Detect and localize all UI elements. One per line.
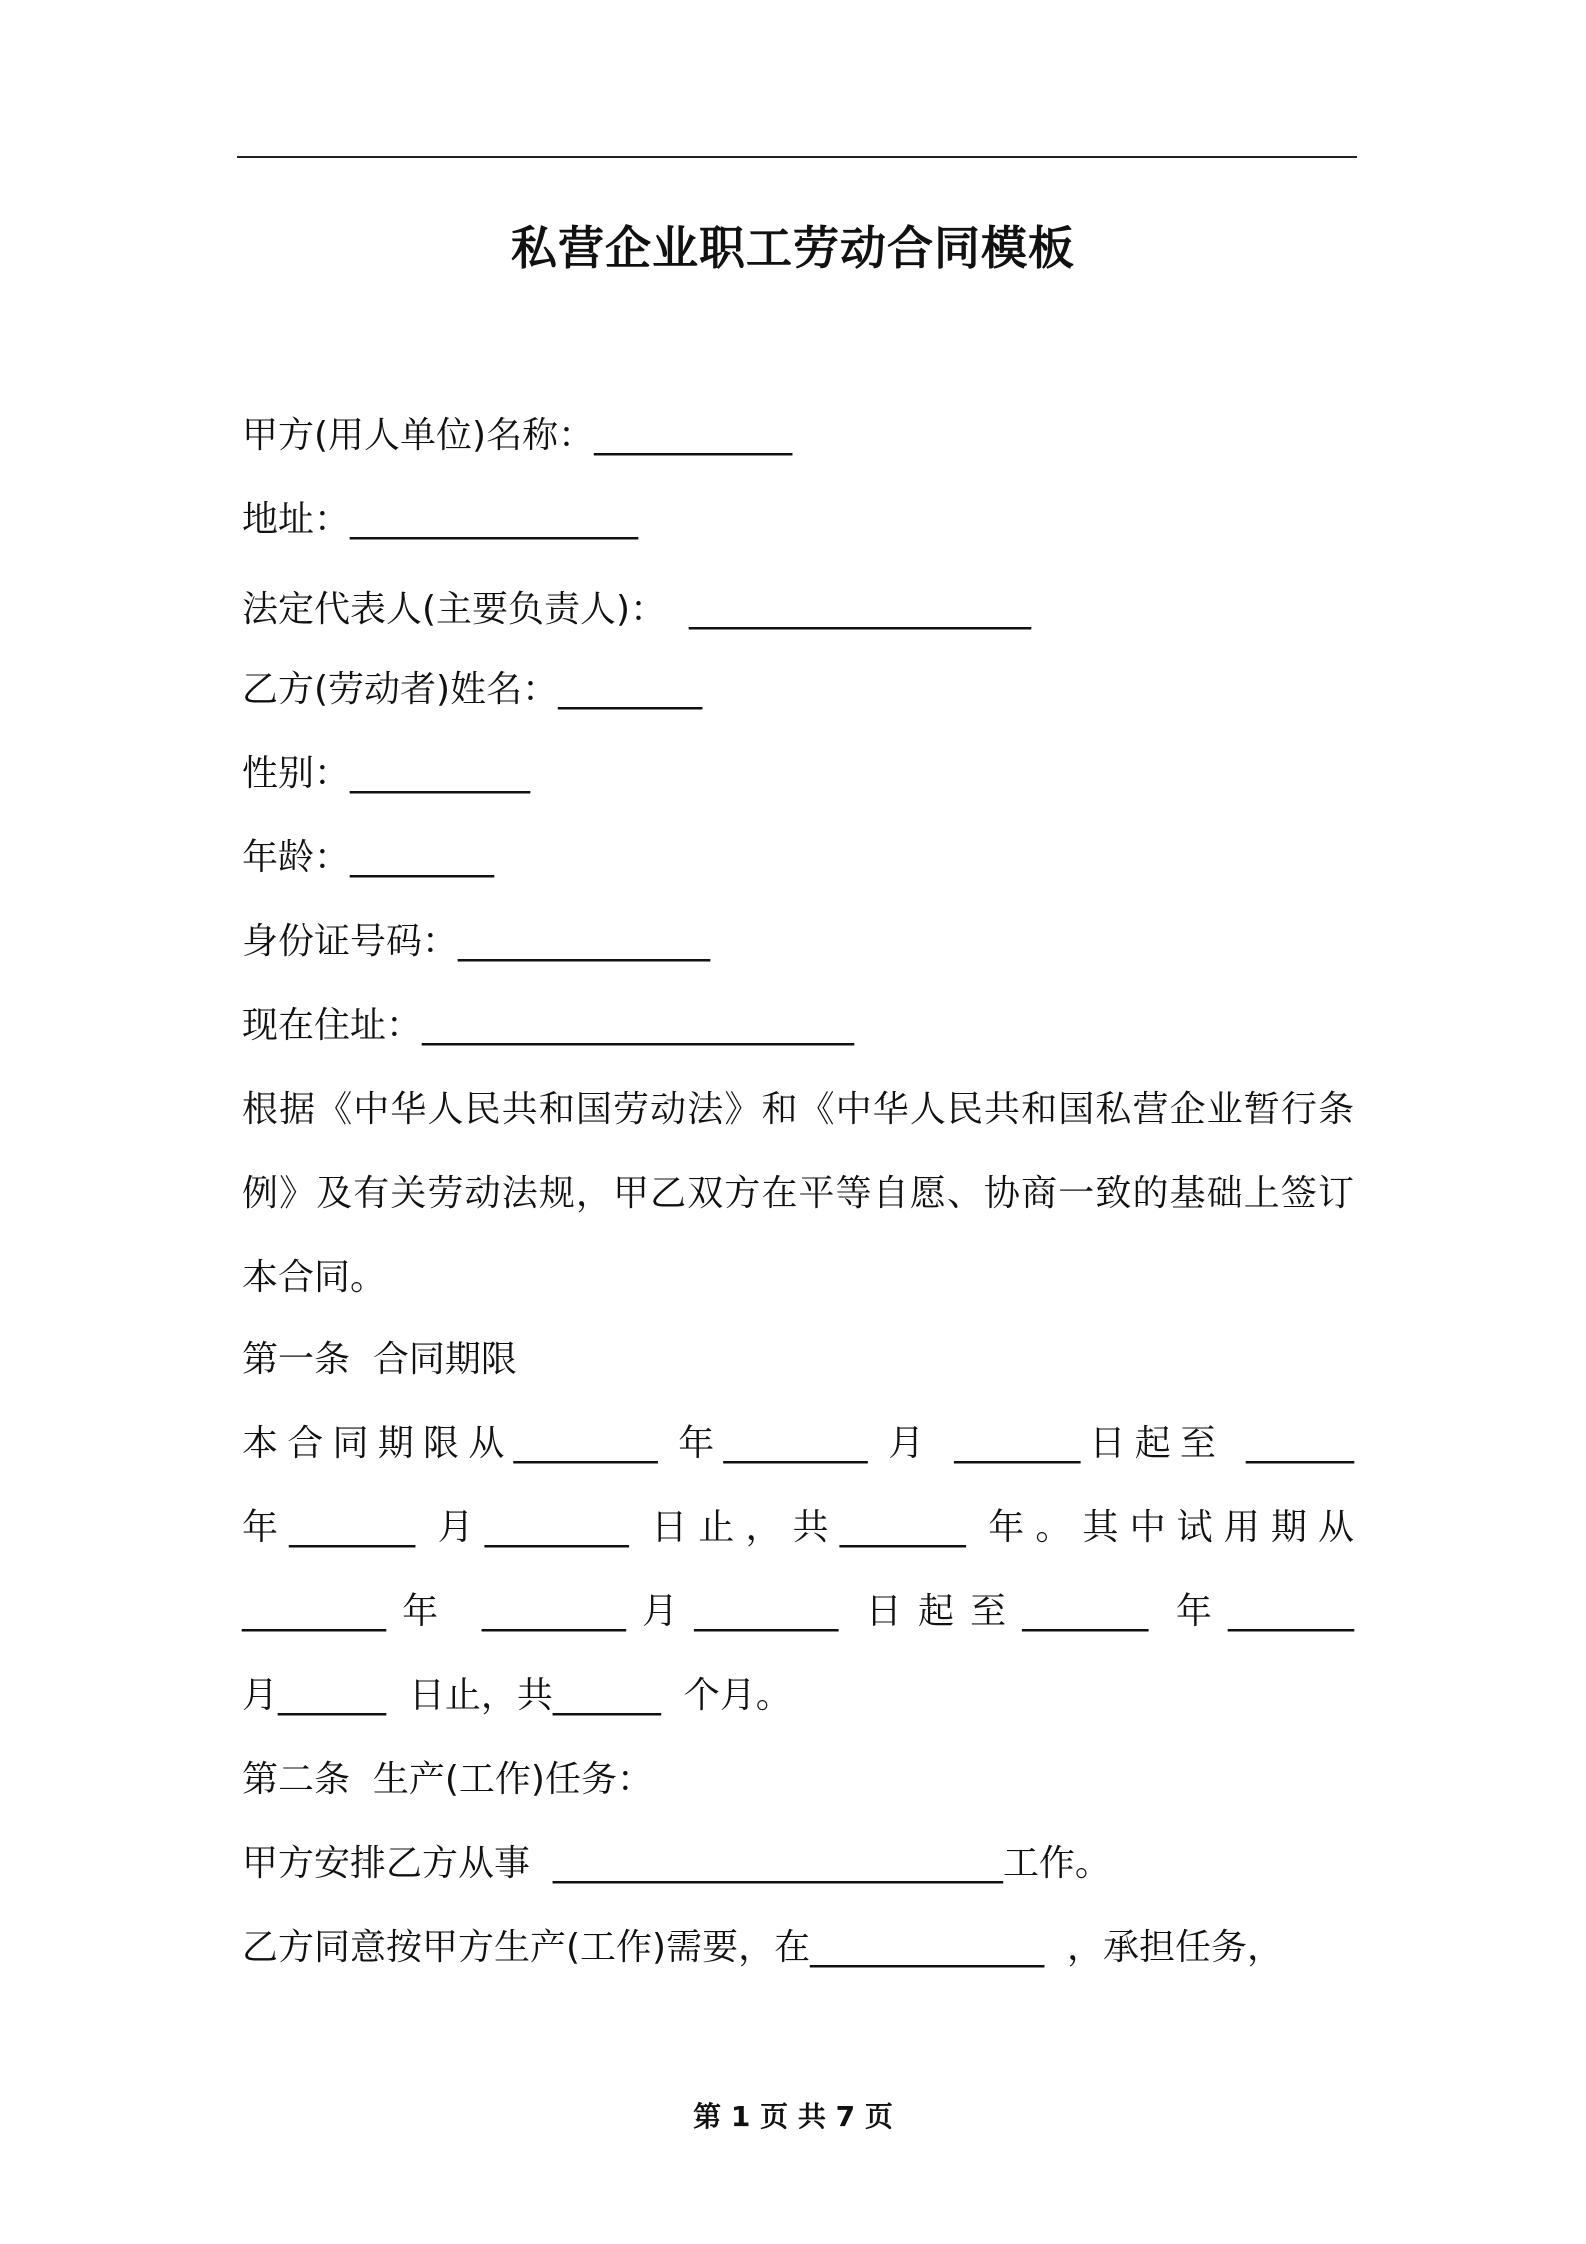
paragraph-line: ________年 ________月________ 日起至_______ 年_______ — [242, 1591, 1354, 1632]
header-rule — [237, 156, 1357, 158]
article-heading-2: 第二条 生产(工作)任务： — [242, 1759, 653, 1800]
paragraph-line: 本合同期限从________ 年________ 月 _______日起至 ______ — [242, 1423, 1354, 1464]
paragraph-line: 甲方安排乙方从事 _________________________工作。 — [242, 1843, 1111, 1884]
paragraph-line: 例》及有关劳动法规，甲乙双方在平等自愿、协商一致的基础上签订 — [242, 1173, 1354, 1214]
field-age: 年龄：________ — [242, 837, 495, 878]
paragraph-line: 本合同。 — [242, 1257, 387, 1298]
field-employer-name: 甲方(用人单位)名称：___________ — [242, 415, 793, 456]
field-legal-representative: 法定代表人(主要负责人)： ___________________ — [242, 589, 1031, 630]
article-heading-1: 第一条 合同期限 — [242, 1339, 517, 1380]
paragraph-line: 根据《中华人民共和国劳动法》和《中华人民共和国私营企业暂行条 — [242, 1089, 1354, 1130]
field-gender: 性别：__________ — [242, 753, 531, 794]
paragraph-line: 乙方同意按甲方生产(工作)需要，在_____________ ，承担任务， — [242, 1927, 1283, 1968]
page-number: 第 1 页 共 7 页 — [693, 2100, 893, 2133]
paragraph-line: 月______ 日止，共______ 个月。 — [242, 1675, 792, 1716]
paragraph-line: 年_______ 月________ 日止，共_______ 年。其中试用期从 — [242, 1507, 1354, 1548]
field-employee-name: 乙方(劳动者)姓名：________ — [242, 669, 703, 710]
field-current-address: 现在住址：________________________ — [242, 1005, 855, 1046]
document-title: 私营企业职工劳动合同模板 — [511, 221, 1075, 275]
field-address: 地址：________________ — [242, 499, 639, 540]
field-id-number: 身份证号码：______________ — [242, 921, 711, 962]
